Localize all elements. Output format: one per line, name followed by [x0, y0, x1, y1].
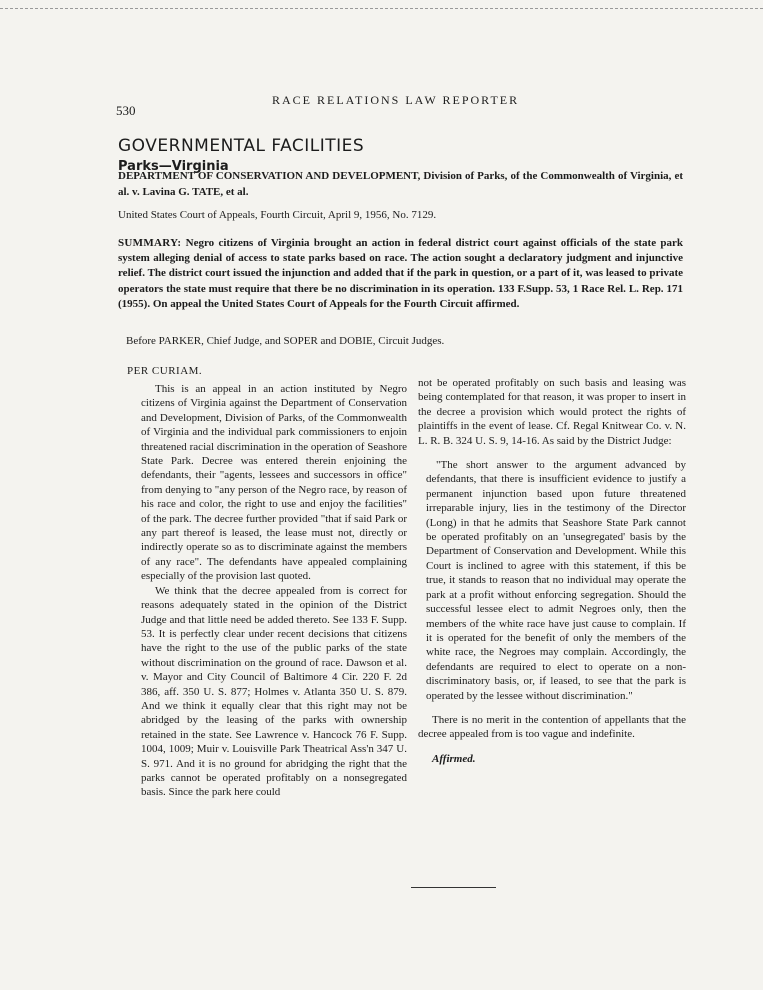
page-number: 530: [116, 103, 136, 118]
body-paragraph: We think that the decree appealed from is correct for reasons adequately stated in the opinion of the District Judge and that little need be added thereto. See 133 F. Supp. 53. It is perfectly clear under recent decisions that citizens have the right to the use of the public parks of the state without discrimination on the ground of race. Dawson et al. v. Mayor and City Council of Baltimore 4 Cir. 220 F. 2d 386, aff. 350 U. S. 877; Holmes v. Atlanta 350 U. S. 879. And we think it equally clear that this right may not be abridged by the leasing of the parks with ownership retained in the state. See Lawrence v. Hancock 76 F. Supp. 1004, 1009; Muir v. Louisville Park Theatrical Ass'n 347 U. S. 971. And it is no ground for abridging the right that the parks cannot be operated profitably on a nonsegregated basis. Since the park here could: [141, 584, 407, 799]
case-title: DEPARTMENT OF CONSERVATION AND DEVELOPMENT, Division of Parks, of the Commonwealth of Virginia, et al. v. Lavina G. TATE, et al.: [118, 170, 683, 198]
body-paragraph: There is no merit in the contention of appellants that the decree appealed from is too vague and indefinite.: [418, 713, 686, 741]
right-column: [418, 376, 686, 766]
court-line: United States Court of Appeals, Fourth Circuit, April 9, 1956, No. 7129.: [118, 209, 437, 221]
block-quote: [418, 458, 686, 703]
end-rule: [411, 887, 496, 888]
body-paragraph: not be operated profitably on such basis and leasing was being contemplated for that reason, it was proper to insert in the decree a provision which would protect the rights of plaintiffs in the event of lease. Cf. Regal Knitwear Co. v. N. L. R. B. 324 U. S. 9, 14-16. As said by the District Judge:: [418, 377, 686, 447]
left-column: [141, 382, 407, 800]
disposition: Affirmed.: [432, 752, 476, 765]
per-curiam: PER CURIAM.: [127, 365, 203, 377]
judges-line: Before PARKER, Chief Judge, and SOPER and DOBIE, Circuit Judges.: [126, 335, 445, 347]
summary-label: SUMMARY:: [118, 237, 182, 249]
running-head: RACE RELATIONS LAW REPORTER: [272, 93, 520, 107]
body-paragraph: This is an appeal in an action instituted by Negro citizens of Virginia against the Department of Conservation and Development, Division of Parks, of the Commonwealth of Virginia and the individual park commissioners to enjoin threatened racial discrimination in the operation of Seashore State Park. Decree was entered therein enjoining the defendants, their "agents, lessees and successors in office" from denying to "any person of the Negro race, by reason of his race and color, the right to use and enjoy the facilities" of the park. The decree further provided "that if said Park or any part thereof is leased, the lease must not, directly or indirectly operate so as to discriminate against the members of any race". The defendants have appealed complaining especially of the provision last quoted.: [141, 383, 407, 583]
top-edge-rule: [0, 8, 763, 9]
quote-text: "The short answer to the argument advanced by defendants, that there is insufficient evidence to justify a permanent injunction based upon future threatened irreparable injury, lies in the testimony of the Director (Long) in that he admits that Seashore State Park cannot be operated profitably on an 'unsegregated' basis by the Department of Conservation and Development. While this Court is inclined to agree with this statement, if this be true, it stands to reason that no individual may operate the park at a profit without enforcing segregation. Should the successful lessee elect to admit Negroes only, then the members of the white race have just cause to complain. If it is operated for the benefit of only the members of the white race, the Negroes may complain. Accordingly, the defendants are required to elect to operate on a non-discriminatory basis, or, if leased, to see that the park is operated by the lessee without discrimination.": [426, 459, 686, 702]
section-subtitle: Parks—Virginia: [118, 159, 229, 174]
section-title: GOVERNMENTAL FACILITIES: [118, 136, 365, 156]
summary-text: Negro citizens of Virginia brought an action in federal district court against officials of the state park system alleging denial of access to state parks based on race. The action sought a declaratory judgment and injunctive relief. The district court issued the injunction and added that if the park in question, or a part of it, was leased to private operators the state must require that there be no discrimination in its operation. 133 F.Supp. 53, 1 Race Rel. L. Rep. 171 (1955). On appeal the United States Court of Appeals for the Fourth Circuit affirmed.: [118, 237, 683, 310]
case-summary: [118, 236, 683, 312]
